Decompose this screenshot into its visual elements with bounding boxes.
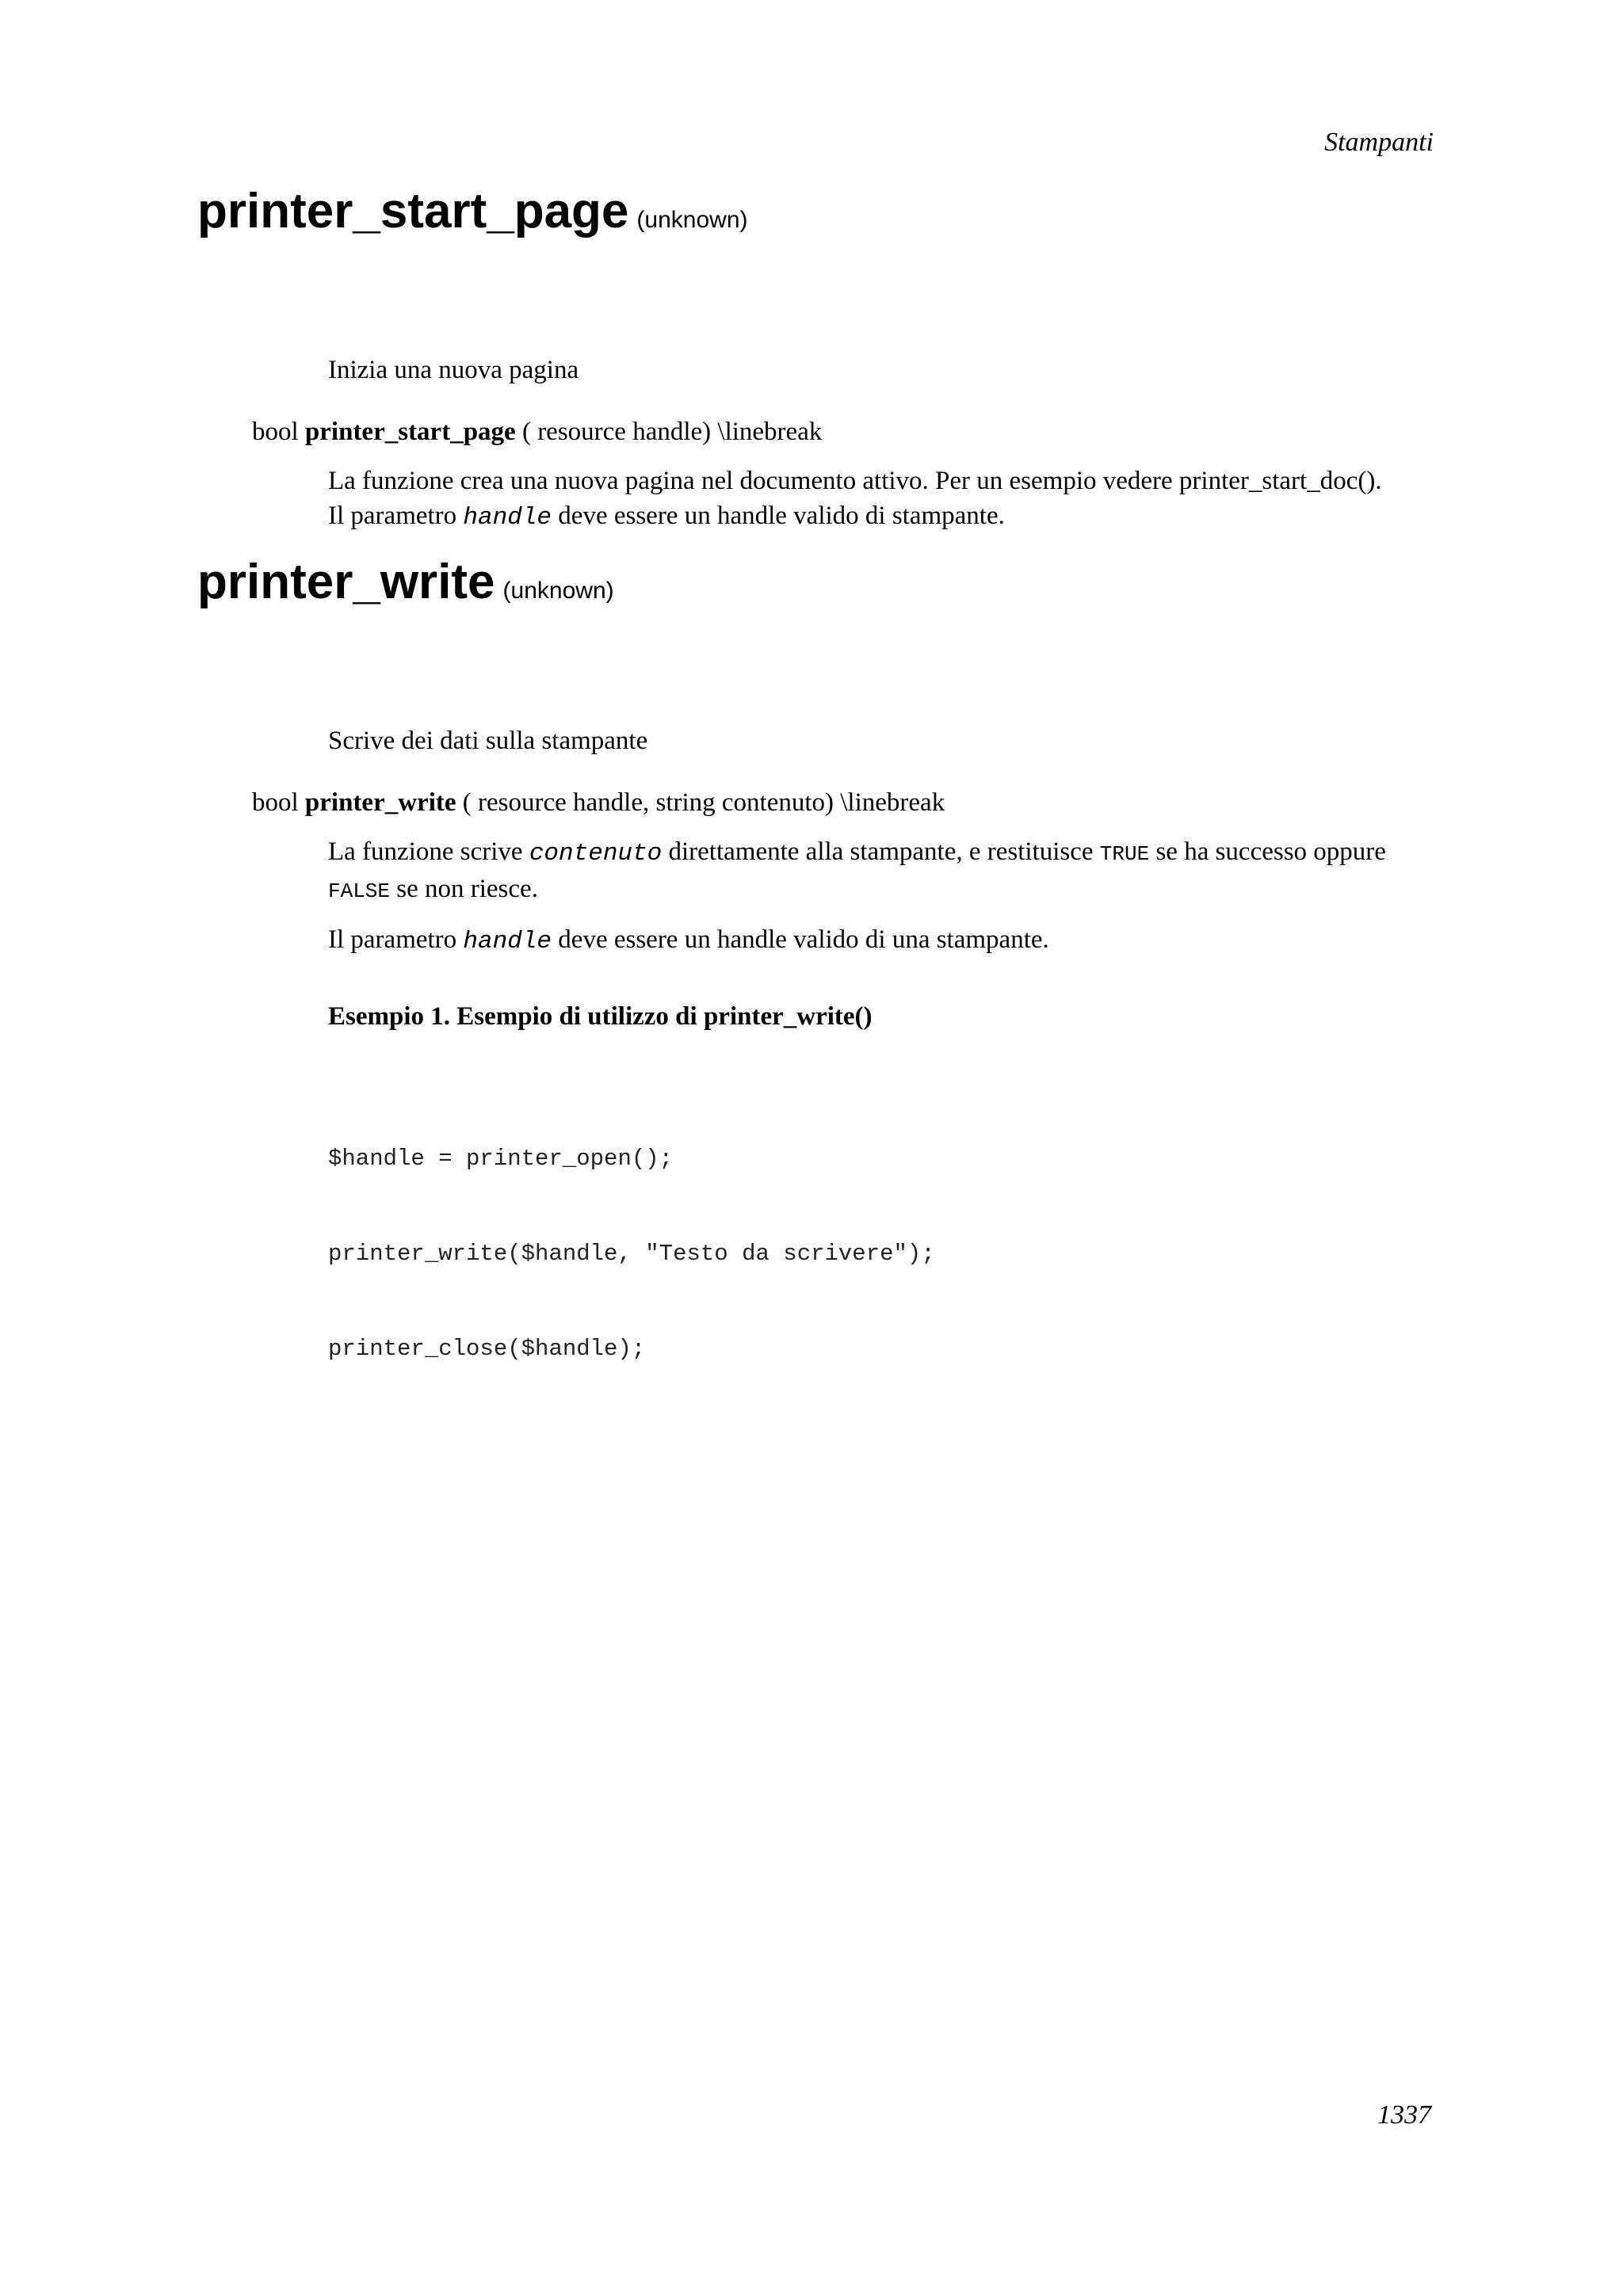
refentry-title [197, 555, 1434, 619]
function-purpose: Scrive dei dati sulla stampante [328, 727, 648, 755]
code-line: $handle = printer_open(); [328, 1146, 674, 1172]
refentry-printer-start-page [197, 184, 1434, 536]
description-line [328, 498, 1434, 536]
version-label: (unknown) [502, 578, 614, 604]
description-text: Il parametro [328, 502, 457, 530]
code-line: printer_close($handle); [328, 1336, 646, 1362]
code-example [197, 1080, 1434, 1428]
example-title: Esempio 1. Esempio di utilizzo di printer_write() [328, 1002, 873, 1031]
parameter-name: contenuto [529, 840, 663, 868]
function-description [197, 834, 1434, 959]
description-text: Il parametro [328, 925, 457, 954]
function-synopsis [197, 414, 1434, 449]
function-description [197, 463, 1434, 536]
return-type: bool [252, 788, 299, 817]
refentry-title [197, 184, 1434, 248]
description-text: se ha successo oppure [1155, 837, 1386, 866]
synopsis-params: ( resource handle, string contenuto) \linebreak [462, 788, 945, 817]
constant-true: TRUE [1099, 842, 1150, 866]
description-line: La funzione crea una nuova pagina nel documento attivo. Per un esempio vedere printer_start_doc(). [328, 467, 1382, 495]
function-title: printer_start_page [197, 184, 629, 238]
function-synopsis [197, 785, 1434, 820]
description-paragraph [328, 834, 1434, 909]
running-header: Stampanti [1324, 128, 1434, 157]
code-line: printer_write($handle, "Testo da scrivere"); [328, 1241, 935, 1267]
return-type: bool [252, 418, 299, 446]
description-text: La funzione scrive [328, 837, 523, 866]
parameter-name: handle [463, 928, 552, 955]
refentry-printer-write [197, 555, 1434, 1428]
synopsis-function-name: printer_write [304, 788, 456, 817]
description-text: direttamente alla stampante, e restituisce [668, 837, 1094, 866]
function-purpose: Inizia una nuova pagina [328, 356, 579, 384]
description-text: deve essere un handle valido di una stampante. [558, 925, 1049, 954]
description-paragraph [328, 922, 1434, 959]
description-text: se non riesce. [396, 875, 538, 903]
synopsis-params: ( resource handle) \linebreak [521, 418, 823, 446]
synopsis-function-name: printer_start_page [304, 418, 516, 446]
description-text: deve essere un handle valido di stampante. [558, 502, 1005, 530]
version-label: (unknown) [636, 207, 748, 233]
parameter-name: handle [463, 504, 552, 532]
function-title: printer_write [197, 555, 495, 609]
constant-false: FALSE [328, 879, 391, 903]
page-number: 1337 [1377, 2100, 1431, 2130]
